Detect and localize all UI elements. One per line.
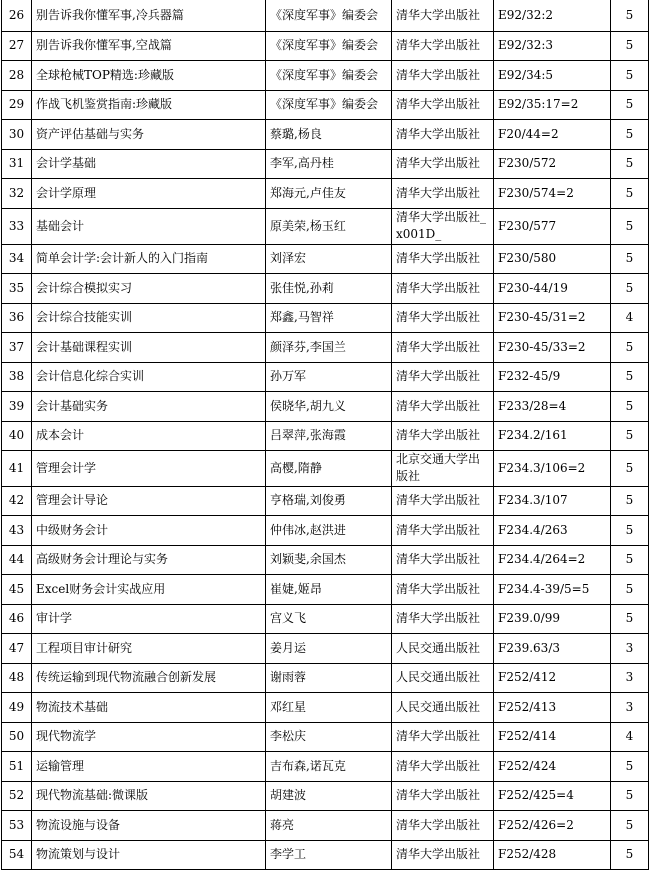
call-number: F230-44/19: [494, 273, 611, 303]
book-publisher: 清华大学出版社: [392, 722, 494, 751]
book-table-body: [2, 0, 649, 869]
book-author: 宫义飞: [266, 604, 392, 633]
quantity: 5: [611, 810, 649, 840]
book-author: 刘泽宏: [266, 244, 392, 273]
row-number: 53: [2, 810, 32, 840]
book-author: 孙万军: [266, 362, 392, 391]
call-number: E92/32:3: [494, 31, 611, 60]
book-title: 审计学: [32, 604, 266, 633]
call-number: F232-45/9: [494, 362, 611, 391]
book-publisher: 清华大学出版社: [392, 604, 494, 633]
book-title: 中级财务会计: [32, 515, 266, 545]
quantity: 5: [611, 332, 649, 362]
call-number: F233/28=4: [494, 391, 611, 421]
table-row: [2, 31, 649, 60]
call-number: F252/425=4: [494, 781, 611, 810]
call-number: F230/572: [494, 149, 611, 178]
call-number: F234.4/264=2: [494, 545, 611, 574]
book-author: 蔡璐,杨良: [266, 119, 392, 149]
row-number: 43: [2, 515, 32, 545]
quantity: 5: [611, 515, 649, 545]
book-title: 全球枪械TOP精选:珍藏版: [32, 60, 266, 90]
row-number: 51: [2, 751, 32, 781]
book-publisher: 清华大学出版社: [392, 486, 494, 515]
row-number: 34: [2, 244, 32, 273]
book-title: 现代物流学: [32, 722, 266, 751]
table-row: [2, 781, 649, 810]
quantity: 5: [611, 208, 649, 244]
call-number: F230/577: [494, 208, 611, 244]
book-title: 别告诉我你懂军事,冷兵器篇: [32, 0, 266, 31]
row-number: 35: [2, 273, 32, 303]
book-author: 胡建波: [266, 781, 392, 810]
quantity: 5: [611, 545, 649, 574]
book-author: 李学工: [266, 840, 392, 869]
book-author: 《深度军事》编委会: [266, 90, 392, 119]
row-number: 28: [2, 60, 32, 90]
quantity: 3: [611, 692, 649, 722]
book-title: 基础会计: [32, 208, 266, 244]
book-author: 崔婕,姬昂: [266, 574, 392, 604]
call-number: F234.3/107: [494, 486, 611, 515]
call-number: F252/413: [494, 692, 611, 722]
quantity: 5: [611, 604, 649, 633]
table-row: [2, 362, 649, 391]
quantity: 5: [611, 486, 649, 515]
book-author: 吉布森,诺瓦克: [266, 751, 392, 781]
row-number: 48: [2, 663, 32, 692]
quantity: 5: [611, 149, 649, 178]
book-publisher: 人民交通出版社: [392, 663, 494, 692]
quantity: 5: [611, 421, 649, 450]
row-number: 46: [2, 604, 32, 633]
table-row: [2, 604, 649, 633]
row-number: 50: [2, 722, 32, 751]
book-publisher: 清华大学出版社: [392, 31, 494, 60]
call-number: E92/34:5: [494, 60, 611, 90]
table-row: [2, 149, 649, 178]
call-number: F234.3/106=2: [494, 450, 611, 486]
quantity: 5: [611, 391, 649, 421]
book-author: 亨格瑞,刘俊勇: [266, 486, 392, 515]
table-row: [2, 119, 649, 149]
call-number: F230-45/33=2: [494, 332, 611, 362]
book-author: 《深度军事》编委会: [266, 31, 392, 60]
quantity: 3: [611, 633, 649, 663]
book-author: 《深度军事》编委会: [266, 0, 392, 31]
book-title: Excel财务会计实战应用: [32, 574, 266, 604]
book-author: 原美荣,杨玉红: [266, 208, 392, 244]
book-title: 作战飞机鉴赏指南:珍藏版: [32, 90, 266, 119]
call-number: F252/428: [494, 840, 611, 869]
quantity: 5: [611, 0, 649, 31]
call-number: E92/35:17=2: [494, 90, 611, 119]
row-number: 52: [2, 781, 32, 810]
book-publisher: 清华大学出版社: [392, 781, 494, 810]
row-number: 47: [2, 633, 32, 663]
row-number: 38: [2, 362, 32, 391]
book-publisher: 清华大学出版社: [392, 332, 494, 362]
book-title: 物流设施与设备: [32, 810, 266, 840]
quantity: 5: [611, 362, 649, 391]
table-row: [2, 178, 649, 208]
table-row: [2, 450, 649, 486]
row-number: 32: [2, 178, 32, 208]
book-author: 李松庆: [266, 722, 392, 751]
row-number: 45: [2, 574, 32, 604]
quantity: 5: [611, 450, 649, 486]
table-row: [2, 515, 649, 545]
book-title: 传统运输到现代物流融合创新发展: [32, 663, 266, 692]
book-author: 姜月运: [266, 633, 392, 663]
call-number: E92/32:2: [494, 0, 611, 31]
quantity: 5: [611, 119, 649, 149]
book-author: 侯晓华,胡九义: [266, 391, 392, 421]
row-number: 37: [2, 332, 32, 362]
book-author: 吕翠萍,张海霞: [266, 421, 392, 450]
book-author: 谢雨蓉: [266, 663, 392, 692]
book-publisher: 人民交通出版社: [392, 633, 494, 663]
book-publisher: 清华大学出版社: [392, 90, 494, 119]
book-author: 邓红星: [266, 692, 392, 722]
book-title: 成本会计: [32, 421, 266, 450]
book-title: 管理会计导论: [32, 486, 266, 515]
book-publisher: 清华大学出版社: [392, 303, 494, 332]
book-title: 会计学原理: [32, 178, 266, 208]
book-title: 会计基础课程实训: [32, 332, 266, 362]
book-publisher: 清华大学出版社: [392, 391, 494, 421]
quantity: 5: [611, 840, 649, 869]
book-publisher: 清华大学出版社: [392, 273, 494, 303]
book-publisher: 清华大学出版社: [392, 515, 494, 545]
row-number: 54: [2, 840, 32, 869]
table-row: [2, 751, 649, 781]
quantity: 5: [611, 273, 649, 303]
book-title: 会计学基础: [32, 149, 266, 178]
book-title: 高级财务会计理论与实务: [32, 545, 266, 574]
book-title: 工程项目审计研究: [32, 633, 266, 663]
book-publisher: 清华大学出版社: [392, 244, 494, 273]
table-row: [2, 633, 649, 663]
table-row: [2, 332, 649, 362]
call-number: F234.4-39/5=5: [494, 574, 611, 604]
book-publisher: 清华大学出版社: [392, 119, 494, 149]
book-author: 高樱,隋静: [266, 450, 392, 486]
quantity: 5: [611, 574, 649, 604]
book-publisher: 清华大学出版社: [392, 60, 494, 90]
row-number: 40: [2, 421, 32, 450]
table-row: [2, 244, 649, 273]
book-publisher: 北京交通大学出版社: [392, 450, 494, 486]
quantity: 3: [611, 663, 649, 692]
table-row: [2, 60, 649, 90]
table-row: [2, 0, 649, 31]
row-number: 33: [2, 208, 32, 244]
book-publisher: 清华大学出版社: [392, 178, 494, 208]
call-number: F252/412: [494, 663, 611, 692]
book-author: 张佳悦,孙莉: [266, 273, 392, 303]
row-number: 31: [2, 149, 32, 178]
row-number: 41: [2, 450, 32, 486]
book-author: 郑鑫,马智祥: [266, 303, 392, 332]
book-title: 运输管理: [32, 751, 266, 781]
row-number: 26: [2, 0, 32, 31]
call-number: F230/580: [494, 244, 611, 273]
book-author: 《深度军事》编委会: [266, 60, 392, 90]
book-publisher: 清华大学出版社: [392, 574, 494, 604]
row-number: 42: [2, 486, 32, 515]
table-row: [2, 486, 649, 515]
table-row: [2, 90, 649, 119]
book-title: 物流技术基础: [32, 692, 266, 722]
row-number: 44: [2, 545, 32, 574]
book-publisher: 清华大学出版社: [392, 751, 494, 781]
row-number: 29: [2, 90, 32, 119]
call-number: F234.4/263: [494, 515, 611, 545]
table-row: [2, 208, 649, 244]
book-table: [1, 0, 649, 870]
row-number: 27: [2, 31, 32, 60]
row-number: 36: [2, 303, 32, 332]
book-title: 别告诉我你懂军事,空战篇: [32, 31, 266, 60]
quantity: 5: [611, 751, 649, 781]
book-publisher: 人民交通出版社: [392, 692, 494, 722]
table-row: [2, 421, 649, 450]
call-number: F230-45/31=2: [494, 303, 611, 332]
table-row: [2, 303, 649, 332]
table-row: [2, 810, 649, 840]
book-title: 会计综合模拟实习: [32, 273, 266, 303]
book-publisher: 清华大学出版社: [392, 362, 494, 391]
call-number: F239.63/3: [494, 633, 611, 663]
call-number: F230/574=2: [494, 178, 611, 208]
call-number: F239.0/99: [494, 604, 611, 633]
table-row: [2, 663, 649, 692]
row-number: 30: [2, 119, 32, 149]
book-author: 郑海元,卢佳友: [266, 178, 392, 208]
book-publisher: 清华大学出版社: [392, 840, 494, 869]
book-author: 仲伟冰,赵洪进: [266, 515, 392, 545]
call-number: F20/44=2: [494, 119, 611, 149]
row-number: 39: [2, 391, 32, 421]
book-title: 物流策划与设计: [32, 840, 266, 869]
quantity: 5: [611, 60, 649, 90]
book-title: 会计信息化综合实训: [32, 362, 266, 391]
quantity: 4: [611, 722, 649, 751]
table-row: [2, 273, 649, 303]
book-publisher: 清华大学出版社: [392, 149, 494, 178]
table-row: [2, 391, 649, 421]
row-number: 49: [2, 692, 32, 722]
book-title: 现代物流基础:微课版: [32, 781, 266, 810]
quantity: 4: [611, 303, 649, 332]
book-title: 会计基础实务: [32, 391, 266, 421]
quantity: 5: [611, 178, 649, 208]
book-publisher: 清华大学出版社: [392, 0, 494, 31]
book-title: 简单会计学:会计新人的入门指南: [32, 244, 266, 273]
quantity: 5: [611, 244, 649, 273]
book-publisher: 清华大学出版社: [392, 545, 494, 574]
book-author: 刘颖斐,余国杰: [266, 545, 392, 574]
book-title: 会计综合技能实训: [32, 303, 266, 332]
table-row: [2, 722, 649, 751]
call-number: F252/426=2: [494, 810, 611, 840]
book-author: 李军,高丹桂: [266, 149, 392, 178]
quantity: 5: [611, 31, 649, 60]
book-author: 蒋亮: [266, 810, 392, 840]
book-publisher: 清华大学出版社: [392, 810, 494, 840]
book-publisher: 清华大学出版社_x001D_: [392, 208, 494, 244]
call-number: F252/414: [494, 722, 611, 751]
table-row: [2, 840, 649, 869]
book-title: 管理会计学: [32, 450, 266, 486]
quantity: 5: [611, 90, 649, 119]
table-row: [2, 574, 649, 604]
call-number: F234.2/161: [494, 421, 611, 450]
book-title: 资产评估基础与实务: [32, 119, 266, 149]
book-author: 颜泽芬,李国兰: [266, 332, 392, 362]
table-row: [2, 545, 649, 574]
call-number: F252/424: [494, 751, 611, 781]
book-publisher: 清华大学出版社: [392, 421, 494, 450]
quantity: 5: [611, 781, 649, 810]
table-row: [2, 692, 649, 722]
